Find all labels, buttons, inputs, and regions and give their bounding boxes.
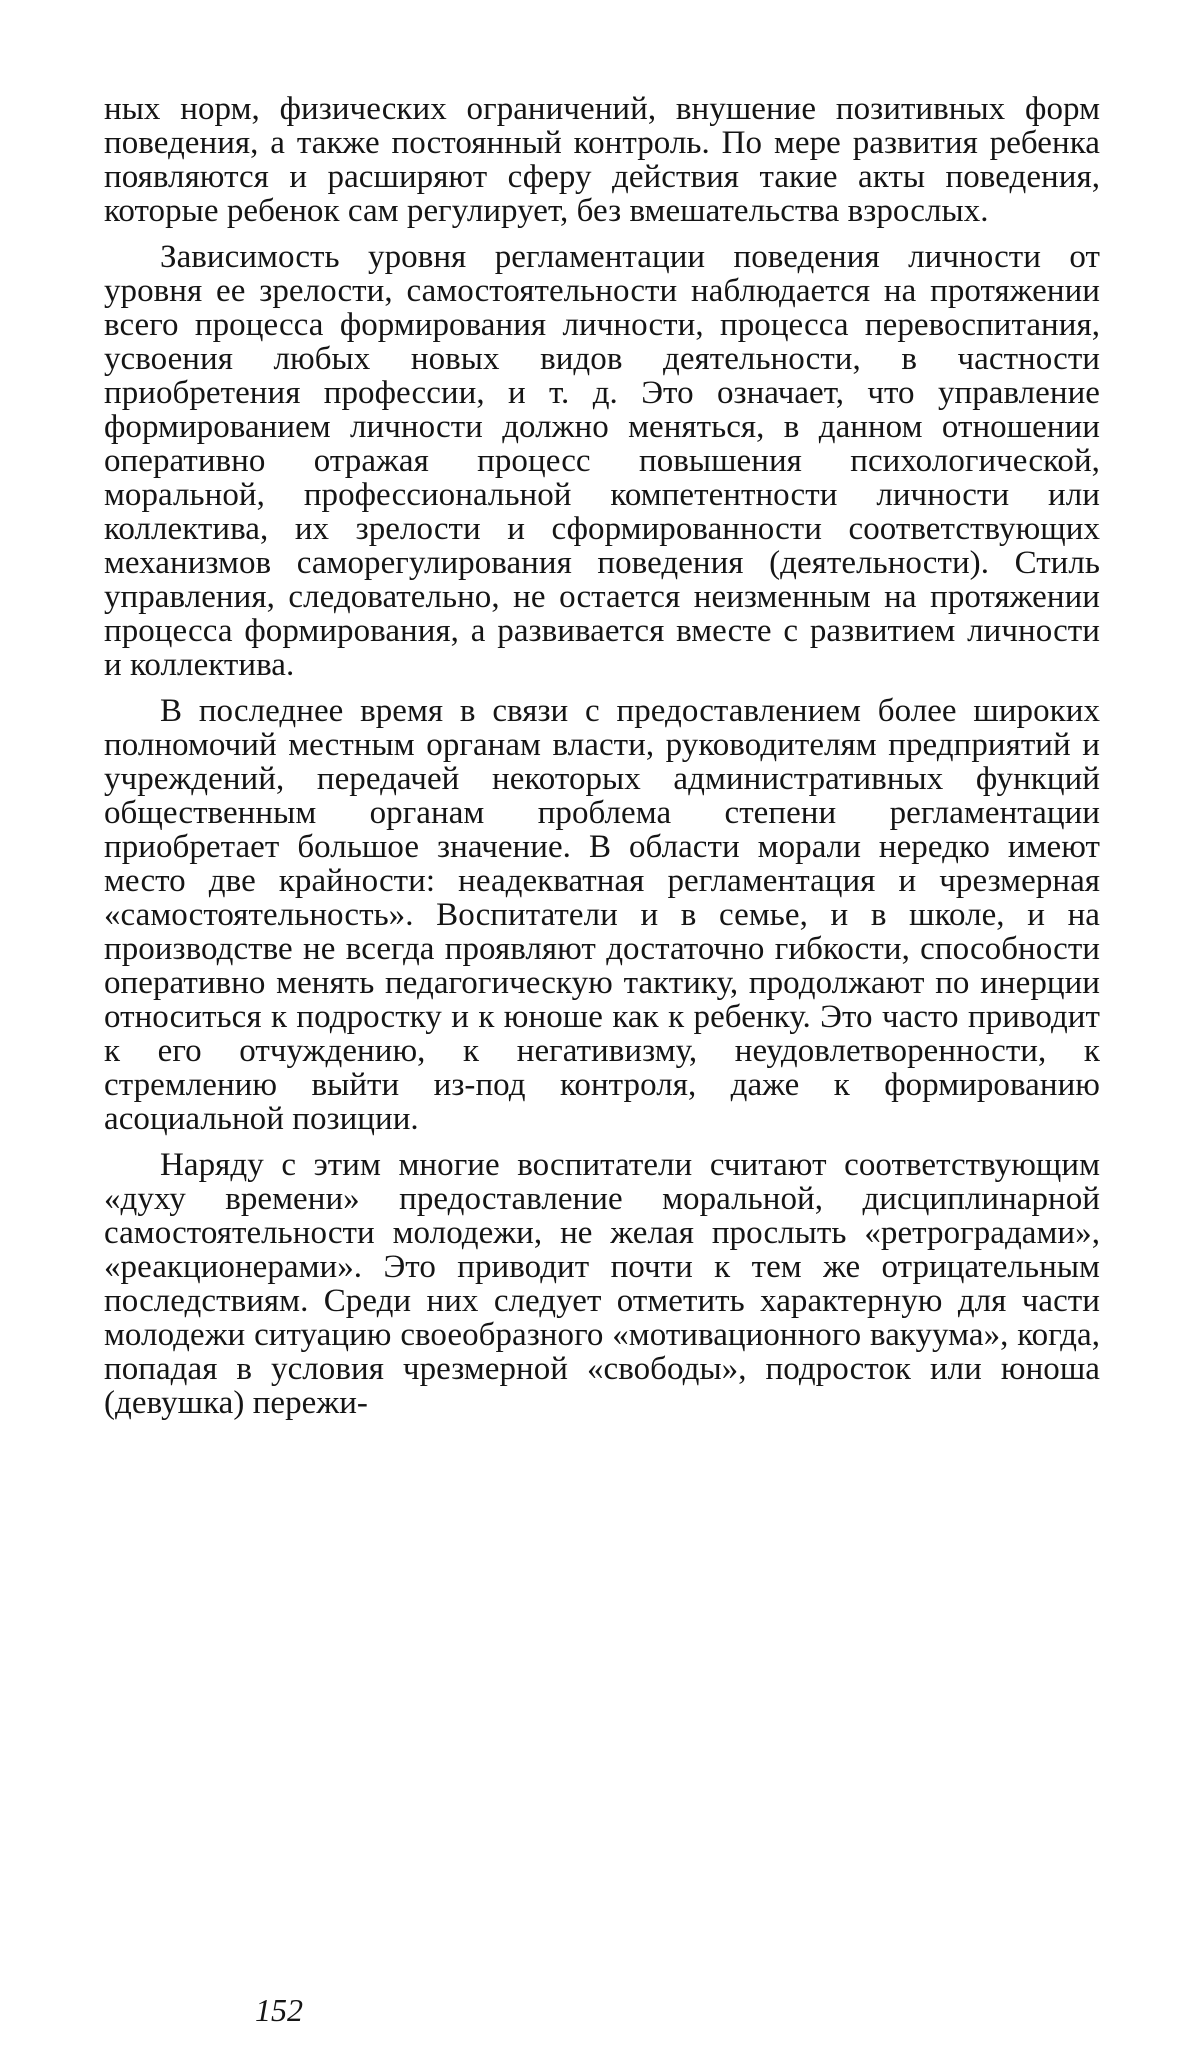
paragraph-1: ных норм, физических ограничений, внушение позитивных форм поведения, а также постоянный контроль. По мере развития ребенка появляются и расширяют сферу действия такие акты поведения, которые ребенок сам регулирует, без вмешательства взрослых.: [104, 91, 1100, 229]
paragraph-2: Зависимость уровня регламентации поведения личности от уровня ее зрелости, самостоятельности наблюдается на протяжении всего процесса формирования личности, процесса перевоспитания, усвоения любых новых видов деятельности, в частности приобретения профессии, и т. д. Это означает, что управление формированием личности должно меняться, в данном отношении оперативно отражая процесс повышения психологической, моральной, профессиональной компетентности личности или коллектива, их зрелости и сформированности соответствующих механизмов саморегулирования поведения (деятельности). Стиль управления, следовательно, не остается неизменным на протяжении процесса формирования, а развивается вместе с развитием личности и коллектива.: [104, 239, 1100, 683]
page-number: 152: [255, 1992, 303, 2028]
book-page: [104, 92, 1100, 1432]
paragraph-3: В последнее время в связи с предоставлением более широких полномочий местным органам власти, руководителям предприятий и учреждений, передачей некоторых административных функций общественным органам проблема степени регламентации приобретает большое значение. В области морали нередко имеют место две крайности: неадекватная регламентация и чрезмерная «самостоятельность». Воспитатели и в семье, и в школе, и на производстве не всегда проявляют достаточно гибкости, способности оперативно менять педагогическую тактику, продолжают по инерции относиться к подростку и к юноше как к ребенку. Это часто приводит к его отчуждению, к негативизму, неудовлетворенности, к стремлению выйти из-под контроля, даже к формированию асоциальной позиции.: [104, 693, 1100, 1137]
paragraph-4: Наряду с этим многие воспитатели считают соответствующим «духу времени» предоставление моральной, дисциплинарной самостоятельности молодежи, не желая прослыть «ретроградами», «реакционерами». Это приводит почти к тем же отрицательным последствиям. Среди них следует отметить характерную для части молодежи ситуацию своеобразного «мотивационного вакуума», когда, попадая в условия чрезмерной «свободы», подросток или юноша (девушка) пережи-: [104, 1147, 1100, 1421]
